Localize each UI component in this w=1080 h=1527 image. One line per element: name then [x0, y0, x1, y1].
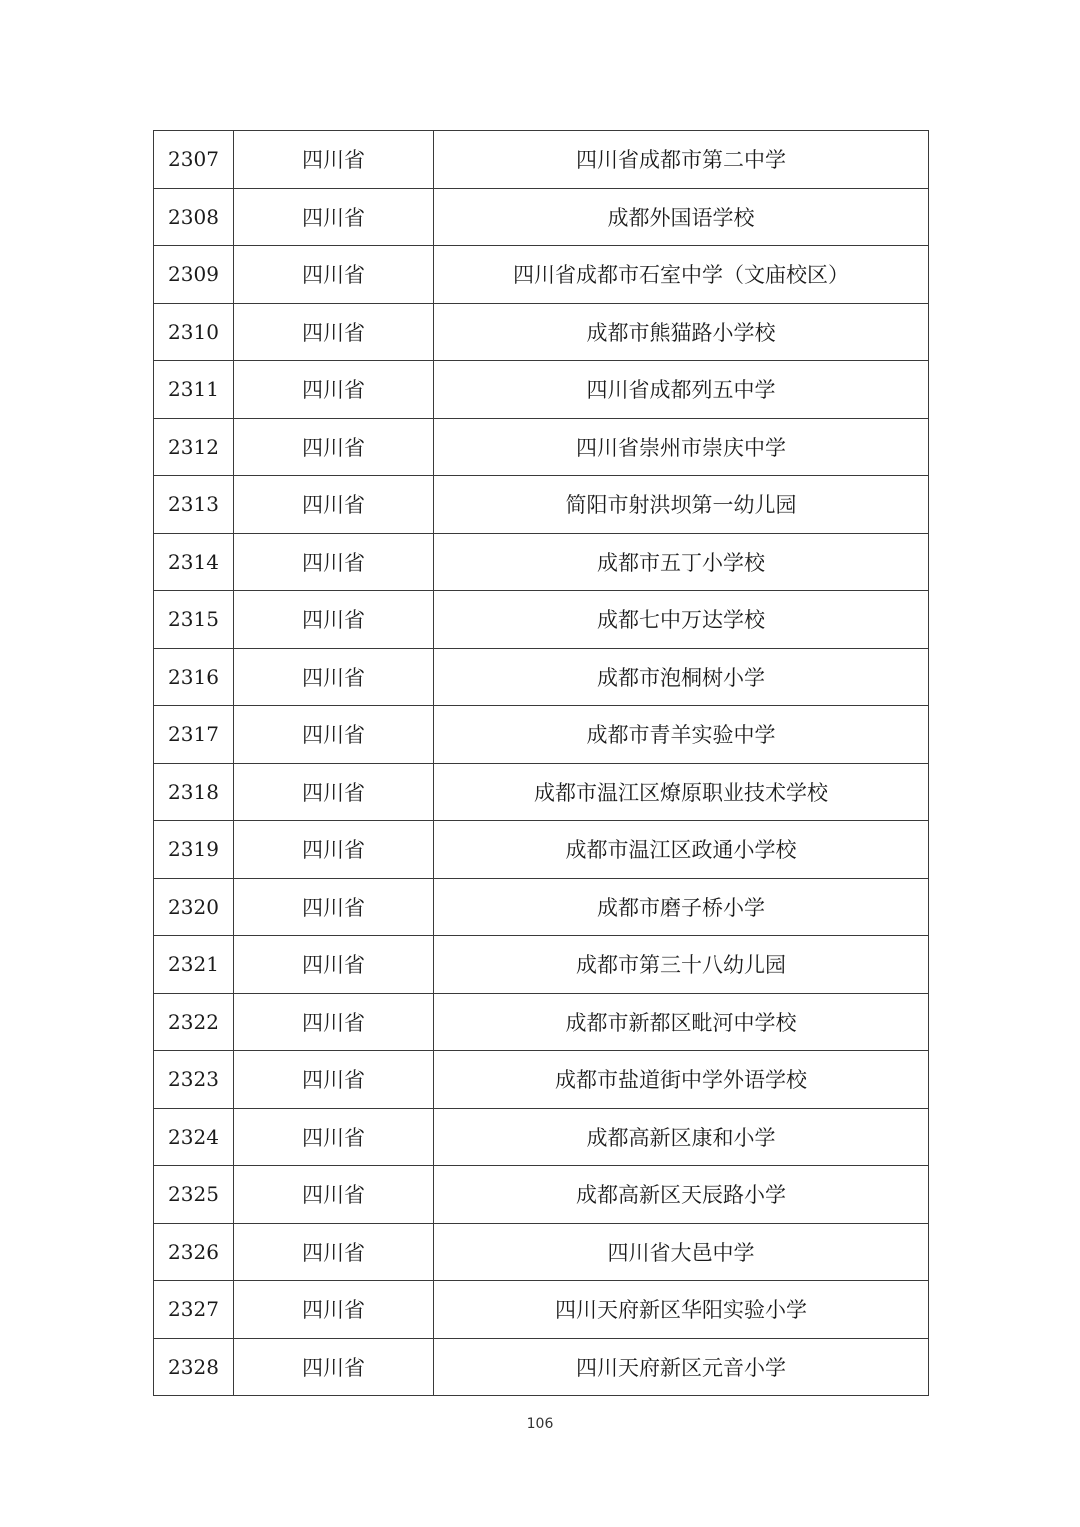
table-row — [154, 1223, 929, 1281]
province-cell: 四川省 — [234, 418, 434, 476]
table-row — [154, 993, 929, 1051]
row-number-cell: 2313 — [154, 476, 234, 534]
row-number-cell: 2307 — [154, 131, 234, 189]
row-number-cell: 2309 — [154, 246, 234, 304]
table-row — [154, 361, 929, 419]
school-name-cell: 成都市温江区燎原职业技术学校 — [434, 763, 929, 821]
school-name-cell: 四川天府新区元音小学 — [434, 1338, 929, 1396]
row-number-cell: 2320 — [154, 878, 234, 936]
province-cell: 四川省 — [234, 303, 434, 361]
row-number-cell: 2310 — [154, 303, 234, 361]
province-cell: 四川省 — [234, 878, 434, 936]
school-name-cell: 成都市新都区毗河中学校 — [434, 993, 929, 1051]
province-cell: 四川省 — [234, 1108, 434, 1166]
table-row — [154, 476, 929, 534]
school-name-cell: 成都市温江区政通小学校 — [434, 821, 929, 879]
province-cell: 四川省 — [234, 1223, 434, 1281]
table-row — [154, 131, 929, 189]
row-number-cell: 2322 — [154, 993, 234, 1051]
province-cell: 四川省 — [234, 706, 434, 764]
page-number: 106 — [526, 1416, 554, 1432]
row-number-cell: 2326 — [154, 1223, 234, 1281]
school-name-cell: 成都高新区天辰路小学 — [434, 1166, 929, 1224]
school-name-cell: 成都市盐道街中学外语学校 — [434, 1051, 929, 1109]
province-cell: 四川省 — [234, 648, 434, 706]
province-cell: 四川省 — [234, 1281, 434, 1339]
school-name-cell: 简阳市射洪坝第一幼儿园 — [434, 476, 929, 534]
table-row — [154, 303, 929, 361]
province-cell: 四川省 — [234, 993, 434, 1051]
school-name-cell: 四川省大邑中学 — [434, 1223, 929, 1281]
school-name-cell: 成都市泡桐树小学 — [434, 648, 929, 706]
school-name-cell: 成都市磨子桥小学 — [434, 878, 929, 936]
school-name-cell: 成都市五丁小学校 — [434, 533, 929, 591]
row-number-cell: 2311 — [154, 361, 234, 419]
table-row — [154, 1281, 929, 1339]
province-cell: 四川省 — [234, 188, 434, 246]
school-name-cell: 四川省成都市石室中学（文庙校区） — [434, 246, 929, 304]
row-number-cell: 2324 — [154, 1108, 234, 1166]
province-cell: 四川省 — [234, 591, 434, 649]
row-number-cell: 2328 — [154, 1338, 234, 1396]
table-row — [154, 936, 929, 994]
table-row — [154, 591, 929, 649]
row-number-cell: 2325 — [154, 1166, 234, 1224]
province-cell: 四川省 — [234, 361, 434, 419]
table-row — [154, 188, 929, 246]
province-cell: 四川省 — [234, 476, 434, 534]
row-number-cell: 2317 — [154, 706, 234, 764]
table-row — [154, 821, 929, 879]
school-name-cell: 成都外国语学校 — [434, 188, 929, 246]
table-row — [154, 706, 929, 764]
table-row — [154, 1051, 929, 1109]
school-name-cell: 成都市第三十八幼儿园 — [434, 936, 929, 994]
table-row — [154, 246, 929, 304]
table-row — [154, 1108, 929, 1166]
province-cell: 四川省 — [234, 936, 434, 994]
row-number-cell: 2327 — [154, 1281, 234, 1339]
table-row — [154, 763, 929, 821]
row-number-cell: 2314 — [154, 533, 234, 591]
province-cell: 四川省 — [234, 533, 434, 591]
school-name-cell: 四川省成都市第二中学 — [434, 131, 929, 189]
table-row — [154, 533, 929, 591]
school-name-cell: 成都市青羊实验中学 — [434, 706, 929, 764]
table-row — [154, 878, 929, 936]
row-number-cell: 2312 — [154, 418, 234, 476]
table-row — [154, 1166, 929, 1224]
row-number-cell: 2323 — [154, 1051, 234, 1109]
row-number-cell: 2321 — [154, 936, 234, 994]
school-name-cell: 成都市熊猫路小学校 — [434, 303, 929, 361]
table-row — [154, 1338, 929, 1396]
school-name-cell: 四川省崇州市崇庆中学 — [434, 418, 929, 476]
province-cell: 四川省 — [234, 246, 434, 304]
row-number-cell: 2318 — [154, 763, 234, 821]
table-row — [154, 648, 929, 706]
school-name-cell: 四川省成都列五中学 — [434, 361, 929, 419]
province-cell: 四川省 — [234, 1051, 434, 1109]
province-cell: 四川省 — [234, 131, 434, 189]
province-cell: 四川省 — [234, 763, 434, 821]
school-name-cell: 四川天府新区华阳实验小学 — [434, 1281, 929, 1339]
school-name-cell: 成都七中万达学校 — [434, 591, 929, 649]
row-number-cell: 2319 — [154, 821, 234, 879]
school-list-table — [153, 130, 929, 1396]
school-list-body — [154, 131, 929, 1396]
table-row — [154, 418, 929, 476]
row-number-cell: 2308 — [154, 188, 234, 246]
row-number-cell: 2316 — [154, 648, 234, 706]
province-cell: 四川省 — [234, 821, 434, 879]
province-cell: 四川省 — [234, 1166, 434, 1224]
province-cell: 四川省 — [234, 1338, 434, 1396]
row-number-cell: 2315 — [154, 591, 234, 649]
school-name-cell: 成都高新区康和小学 — [434, 1108, 929, 1166]
